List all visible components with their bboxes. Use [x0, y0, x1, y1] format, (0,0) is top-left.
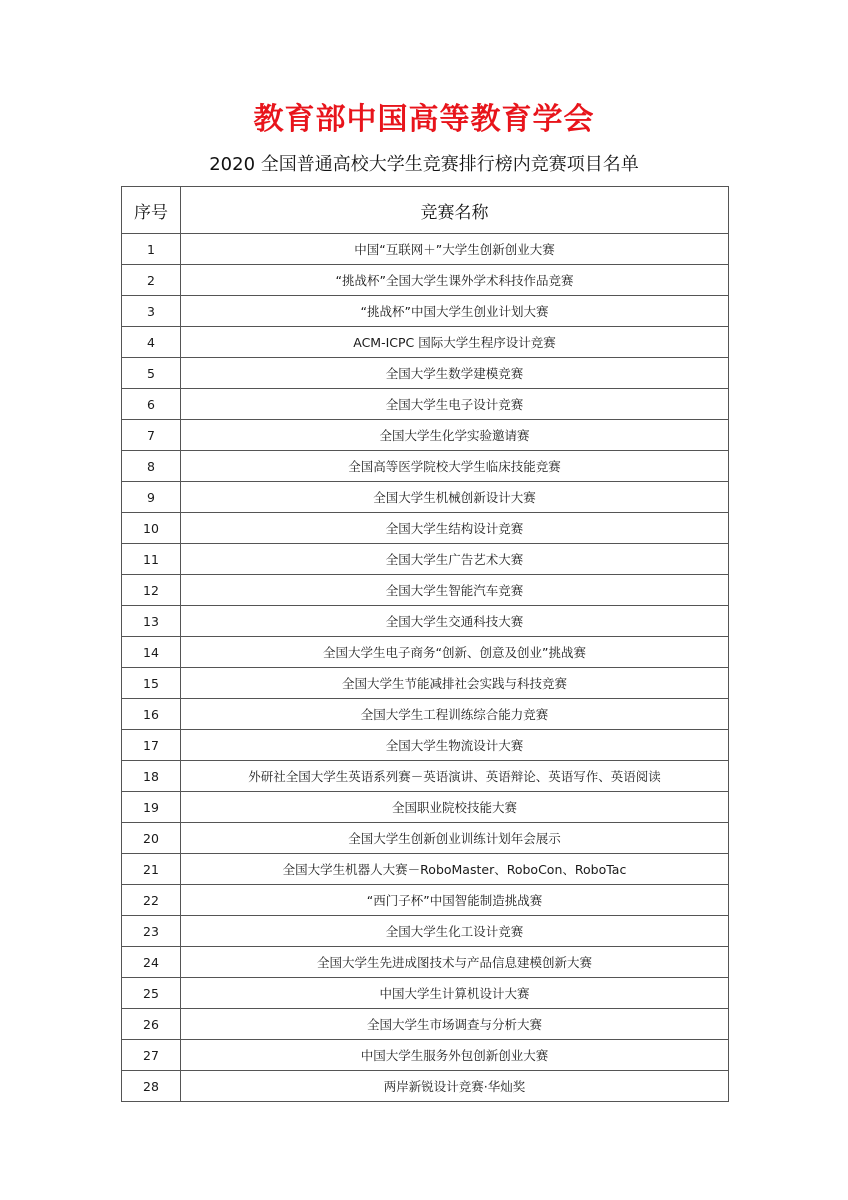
row-number: 17 [122, 730, 181, 761]
competition-name: 全国大学生交通科技大赛 [181, 606, 729, 637]
competition-name: 全国大学生市场调查与分析大赛 [181, 1009, 729, 1040]
row-number: 16 [122, 699, 181, 730]
table-row [122, 916, 729, 947]
competition-name: 全国大学生先进成图技术与产品信息建模创新大赛 [181, 947, 729, 978]
table-row [122, 327, 729, 358]
table-row [122, 792, 729, 823]
table-row [122, 420, 729, 451]
table-body [122, 234, 729, 1102]
table-row [122, 1071, 729, 1102]
row-number: 1 [122, 234, 181, 265]
table-row [122, 699, 729, 730]
table-row [122, 668, 729, 699]
table-row [122, 978, 729, 1009]
table-row [122, 544, 729, 575]
competition-name: “挑战杯”全国大学生课外学术科技作品竞赛 [181, 265, 729, 296]
organization-title: 教育部中国高等教育学会 [253, 102, 595, 137]
competition-name: 中国“互联网＋”大学生创新创业大赛 [181, 234, 729, 265]
competition-table [121, 186, 729, 1102]
row-number: 5 [122, 358, 181, 389]
table-row [122, 854, 729, 885]
row-number: 23 [122, 916, 181, 947]
table-row [122, 358, 729, 389]
competition-name: 全国高等医学院校大学生临床技能竞赛 [181, 451, 729, 482]
row-number: 24 [122, 947, 181, 978]
row-number: 11 [122, 544, 181, 575]
competition-name: 中国大学生服务外包创新创业大赛 [181, 1040, 729, 1071]
table-row [122, 451, 729, 482]
row-number: 19 [122, 792, 181, 823]
table-row [122, 637, 729, 668]
table-row [122, 823, 729, 854]
competition-name: 全国大学生结构设计竞赛 [181, 513, 729, 544]
list-title: 2020 全国普通高校大学生竞赛排行榜内竞赛项目名单 [209, 154, 639, 175]
row-number: 18 [122, 761, 181, 792]
competition-name: 全国大学生化工设计竞赛 [181, 916, 729, 947]
competition-name: 全国大学生化学实验邀请赛 [181, 420, 729, 451]
row-number: 26 [122, 1009, 181, 1040]
row-number: 22 [122, 885, 181, 916]
table-row [122, 265, 729, 296]
competition-name: 全国大学生智能汽车竞赛 [181, 575, 729, 606]
competition-name: 全国大学生机器人大赛－RoboMaster、RoboCon、RoboTac [181, 854, 729, 885]
competition-name: 全国大学生工程训练综合能力竞赛 [181, 699, 729, 730]
row-number: 8 [122, 451, 181, 482]
row-number: 10 [122, 513, 181, 544]
table-row [122, 513, 729, 544]
table-header-row [122, 187, 729, 234]
column-header-name: 竞赛名称 [181, 187, 729, 234]
table-row [122, 885, 729, 916]
table-row [122, 389, 729, 420]
competition-name: ACM-ICPC 国际大学生程序设计竞赛 [181, 327, 729, 358]
row-number: 28 [122, 1071, 181, 1102]
row-number: 2 [122, 265, 181, 296]
table-row [122, 296, 729, 327]
competition-name: 全国大学生物流设计大赛 [181, 730, 729, 761]
competition-name: 中国大学生计算机设计大赛 [181, 978, 729, 1009]
table-row [122, 947, 729, 978]
row-number: 13 [122, 606, 181, 637]
row-number: 21 [122, 854, 181, 885]
competition-name: 外研社全国大学生英语系列赛－英语演讲、英语辩论、英语写作、英语阅读 [181, 761, 729, 792]
table-row [122, 761, 729, 792]
row-number: 15 [122, 668, 181, 699]
row-number: 9 [122, 482, 181, 513]
competition-name: 两岸新锐设计竞赛·华灿奖 [181, 1071, 729, 1102]
table-row [122, 234, 729, 265]
table-row [122, 730, 729, 761]
competition-name: 全国大学生节能减排社会实践与科技竞赛 [181, 668, 729, 699]
table-row [122, 606, 729, 637]
row-number: 6 [122, 389, 181, 420]
table-row [122, 1009, 729, 1040]
competition-name: “西门子杯”中国智能制造挑战赛 [181, 885, 729, 916]
row-number: 27 [122, 1040, 181, 1071]
competition-name: 全国大学生创新创业训练计划年会展示 [181, 823, 729, 854]
row-number: 7 [122, 420, 181, 451]
competition-name: 全国职业院校技能大赛 [181, 792, 729, 823]
row-number: 12 [122, 575, 181, 606]
row-number: 20 [122, 823, 181, 854]
competition-name: 全国大学生机械创新设计大赛 [181, 482, 729, 513]
competition-name: 全国大学生广告艺术大赛 [181, 544, 729, 575]
row-number: 4 [122, 327, 181, 358]
row-number: 25 [122, 978, 181, 1009]
column-header-number: 序号 [122, 187, 181, 234]
competition-name: 全国大学生电子设计竞赛 [181, 389, 729, 420]
row-number: 14 [122, 637, 181, 668]
table-row [122, 575, 729, 606]
competition-name: 全国大学生数学建模竞赛 [181, 358, 729, 389]
table-row [122, 1040, 729, 1071]
competition-name: 全国大学生电子商务“创新、创意及创业”挑战赛 [181, 637, 729, 668]
table-row [122, 482, 729, 513]
row-number: 3 [122, 296, 181, 327]
competition-name: “挑战杯”中国大学生创业计划大赛 [181, 296, 729, 327]
